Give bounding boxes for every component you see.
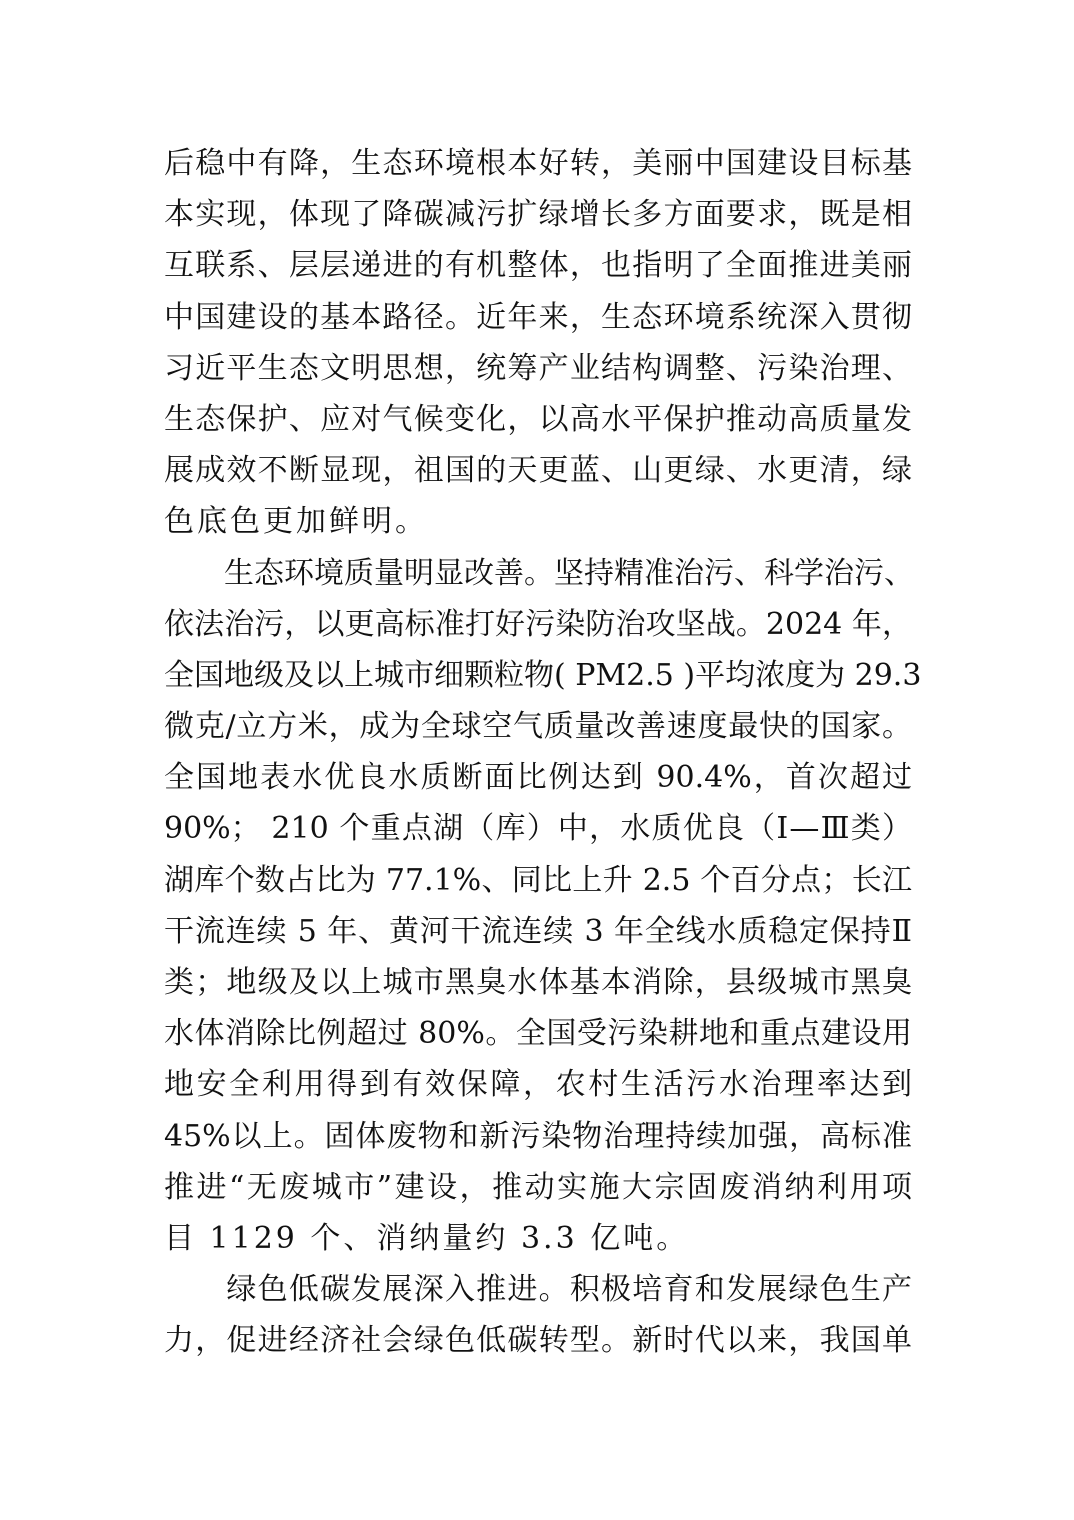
text-line: 地安全利用得到有效保障，农村生活污水治理率达到 bbox=[164, 1067, 912, 1103]
text-line: 水体消除比例超过 80%。全国受污染耕地和重点建设用 bbox=[164, 1016, 912, 1052]
paragraph-end-line: 目 1129 个、消纳量约 3.3 亿吨。 bbox=[164, 1220, 690, 1256]
text-line: 全国地级及以上城市细颗粒物( PM2.5 )平均浓度为 29.3 bbox=[164, 657, 922, 693]
text-line: 类；地级及以上城市黑臭水体基本消除，县级城市黑臭 bbox=[164, 965, 912, 1000]
text-line: 微克/立方米，成为全球空气质量改善速度最快的国家。 bbox=[164, 709, 912, 745]
text-line: 中国建设的基本路径。近年来，生态环境系统深入贯彻 bbox=[164, 299, 912, 335]
text-line: 湖库个数占比为 77.1%、同比上升 2.5 个百分点；长江 bbox=[164, 862, 912, 898]
text-line: 干流连续 5 年、黄河干流连续 3 年全线水质稳定保持Ⅱ bbox=[164, 913, 912, 949]
paragraph-end-line: 色底色更加鲜明。 bbox=[164, 504, 428, 540]
text-line: 推进“无废城市”建设，推动实施大宗固废消纳利用项 bbox=[164, 1169, 912, 1205]
text-line: 习近平生态文明思想，统筹产业结构调整、污染治理、 bbox=[164, 350, 912, 386]
text-line: 本实现，体现了降碳减污扩绿增长多方面要求，既是相 bbox=[164, 197, 912, 233]
text-line: 90%； 210 个重点湖（库）中，水质优良（Ⅰ—Ⅲ类） bbox=[164, 811, 912, 847]
text-line: 后稳中有降，生态环境根本好转，美丽中国建设目标基 bbox=[164, 146, 912, 181]
text-line: 互联系、层层递进的有机整体，也指明了全面推进美丽 bbox=[164, 248, 912, 284]
document-body bbox=[164, 138, 922, 1367]
text-line: 45%以上。固体废物和新污染物治理持续加强，高标准 bbox=[164, 1118, 912, 1154]
text-line: 依法治污，以更高标准打好污染防治攻坚战。2024 年， bbox=[164, 606, 912, 642]
text-line: 生态保护、应对气候变化，以高水平保护推动高质量发 bbox=[164, 401, 912, 437]
text-line: 力，促进经济社会绿色低碳转型。新时代以来，我国单 bbox=[164, 1323, 912, 1359]
paragraph-start-line: 绿色低碳发展深入推进。积极培育和发展绿色生产 bbox=[164, 1272, 912, 1308]
text-line: 展成效不断显现，祖国的天更蓝、山更绿、水更清，绿 bbox=[164, 453, 912, 489]
text-line: 全国地表水优良水质断面比例达到 90.4%，首次超过 bbox=[164, 760, 912, 796]
paragraph-start-line: 生态环境质量明显改善。坚持精准治污、科学治污、 bbox=[164, 555, 914, 591]
